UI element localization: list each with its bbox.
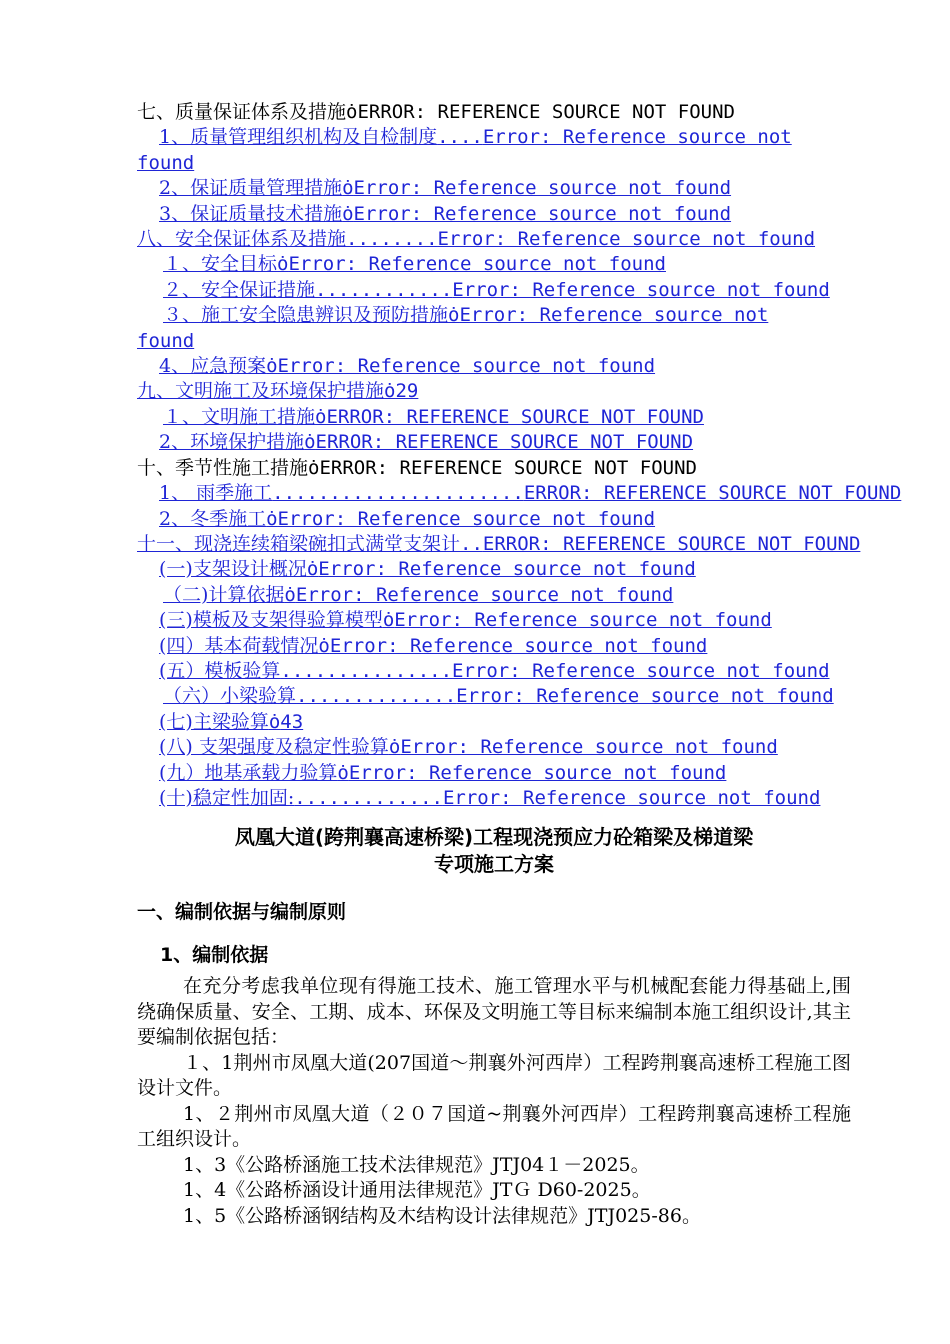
toc-entry-title: 十一、现浇连续箱梁碗扣式满堂支架计 [137, 532, 461, 555]
toc-entry-title: （二)计算依据 [163, 583, 285, 606]
toc-entry [137, 456, 851, 481]
toc-page-ref: Error: Reference source not found [288, 253, 666, 276]
toc-page-ref: ERROR: REFERENCE SOURCE NOT FOUND [523, 482, 902, 505]
toc-entry[interactable] [137, 507, 851, 532]
toc-entry[interactable] [137, 202, 851, 227]
toc-page-ref: Error: Reference source not [482, 126, 792, 149]
toc-entry-title: 2、环境保护措施 [159, 431, 305, 454]
toc-entry[interactable] [137, 303, 851, 328]
toc-page-ref: Error: Reference source not found [452, 278, 830, 301]
toc-page-ref: ERROR: REFERENCE SOURCE NOT FOUND [357, 101, 735, 123]
paragraph-intro: 在充分考虑我单位现有得施工技术、施工管理水平与机械配套能力得基础上,围绕确保质量、安全、工期、成本、环保及文明施工等目标来编制本施工组织设计,其主要编制依据包括： [137, 975, 851, 1048]
toc-marker: ȯ [277, 253, 289, 276]
toc-marker: ȯ [342, 202, 354, 225]
toc-entry-title: １、安全目标 [163, 253, 278, 276]
toc-leader-dots: ............... [280, 659, 453, 682]
toc-page-ref: ERROR: REFERENCE SOURCE NOT FOUND [326, 405, 704, 428]
toc-entry[interactable] [137, 710, 851, 735]
toc-entry[interactable] [137, 354, 851, 379]
title-line-2: 专项施工方案 [434, 852, 554, 876]
subsection-heading: 1、编制依据 [160, 944, 269, 966]
document-title [137, 824, 851, 878]
toc-page-ref: Error: Reference source not found [353, 202, 732, 225]
toc-entry-title: 2、保证质量管理措施 [159, 177, 343, 200]
toc-entry[interactable] [137, 430, 851, 455]
toc-entry-title: (五）模板验算 [159, 659, 281, 682]
toc-leader-dots: ........ [346, 228, 438, 251]
toc-entry[interactable] [137, 227, 851, 252]
toc-entry-title: 1、 雨季施工 [159, 482, 273, 505]
toc-leader-dots: ............ [315, 278, 453, 301]
toc-marker: ȯ [384, 380, 396, 403]
toc-entry[interactable] [137, 761, 851, 786]
toc-entry-title: 1、质量管理组织机构及自检制度 [159, 126, 438, 149]
toc-entry-title: (十)稳定性加固: [159, 786, 295, 809]
toc-entry[interactable] [137, 379, 851, 404]
toc-page-ref: 29 [395, 380, 419, 403]
toc-entry[interactable] [137, 532, 861, 557]
toc-page-ref: Error: Reference source not found [295, 583, 674, 606]
toc-page-ref: 43 [280, 710, 304, 733]
toc-leader-dots: ...................... [272, 482, 524, 505]
toc-leader-dots: .. [460, 532, 483, 555]
toc-marker: ȯ [308, 456, 320, 479]
toc-entry[interactable] [137, 125, 851, 150]
toc-entry[interactable] [137, 278, 851, 303]
body-text [137, 974, 851, 1229]
toc-page-ref: Error: Reference source not found [452, 659, 830, 682]
toc-page-ref: Error: Reference source not found [348, 761, 727, 784]
toc-entry[interactable] [137, 583, 851, 608]
paragraph-basis-1-2: 1、２荆州市凤凰大道（２０７国道~荆襄外河西岸）工程跨荆襄高速桥工程施工组织设计。 [137, 1102, 851, 1150]
toc-page-ref: Error: Reference source not found [456, 685, 834, 708]
toc-page-ref: Error: Reference source not [459, 304, 769, 327]
toc-entry-wrap[interactable]: found [137, 329, 195, 352]
toc-entry-title: 七、质量保证体系及措施 [137, 101, 347, 123]
toc-marker: ȯ [268, 710, 281, 733]
toc-entry-title: (一)支架设计概况 [159, 558, 307, 581]
toc-entry-title: １、文明施工措施 [163, 405, 316, 428]
toc-entry-title: 十、季节性施工措施 [137, 456, 309, 479]
toc-entry-title: 4、应急预案 [159, 355, 267, 378]
toc-entry[interactable] [137, 634, 851, 659]
toc-page-ref: ERROR: REFERENCE SOURCE NOT FOUND [319, 456, 697, 479]
toc-page-ref: Error: Reference source not found [318, 558, 696, 581]
toc-marker: ȯ [304, 431, 316, 454]
toc-entry[interactable] [137, 557, 851, 582]
toc-marker: ȯ [382, 609, 395, 632]
toc-entry-title: 九、文明施工及环境保护措施 [137, 380, 385, 403]
toc-entry-title: (四）基本荷载情况 [159, 634, 319, 657]
toc-entry[interactable] [137, 659, 851, 684]
toc-entry[interactable] [137, 405, 851, 430]
toc-entry[interactable] [137, 735, 851, 760]
toc-marker: ȯ [284, 583, 296, 606]
toc-entry-title: (七)主梁验算 [159, 710, 269, 733]
toc-leader-dots: .... [437, 126, 483, 149]
section-heading: 一、编制依据与编制原则 [137, 901, 347, 923]
toc-marker: ȯ [346, 101, 358, 123]
toc-marker: ȯ [318, 634, 330, 657]
toc-page-ref: Error: Reference source not found [442, 786, 821, 809]
toc-page-ref: ERROR: REFERENCE SOURCE NOT FOUND [315, 431, 694, 454]
toc-entry[interactable] [137, 252, 851, 277]
toc-entry-title: 八、安全保证体系及措施 [137, 228, 347, 251]
toc-page-ref: ERROR: REFERENCE SOURCE NOT FOUND [482, 532, 861, 555]
toc-page-ref: Error: Reference source not found [437, 228, 816, 251]
toc-page-ref: Error: Reference source not found [277, 355, 656, 378]
toc-marker: ȯ [315, 405, 327, 428]
toc-entry-title: (九）地基承载力验算 [159, 761, 338, 784]
toc-marker: ȯ [337, 761, 349, 784]
toc-marker: ȯ [266, 355, 278, 378]
toc-entry-title: ２、安全保证措施 [163, 278, 316, 301]
toc-leader-dots: ............. [294, 786, 443, 809]
toc-marker: ȯ [266, 507, 278, 530]
toc-entry[interactable] [137, 608, 851, 633]
toc-entry-title: ３、施工安全隐患辨识及预防措施 [163, 304, 449, 327]
title-line-1: 凤凰大道(跨荆襄高速桥梁)工程现浇预应力砼箱梁及梯道梁 [234, 825, 754, 849]
toc-page-ref: Error: Reference source not found [394, 609, 772, 632]
toc-entry[interactable] [137, 684, 851, 709]
paragraph-basis-1-5: 1、5《公路桥涵钢结构及木结构设计法律规范》JTJ025-86。 [183, 1204, 701, 1227]
table-of-contents [137, 100, 902, 811]
toc-marker: ȯ [306, 558, 319, 581]
toc-page-ref: Error: Reference source not found [329, 634, 708, 657]
toc-page-ref: Error: Reference source not found [400, 736, 778, 759]
paragraph-basis-1-1: １、1荆州市凤凰大道(207国道～荆襄外河西岸）工程跨荆襄高速桥工程施工图设计文件。 [137, 1051, 851, 1099]
toc-entry[interactable] [137, 786, 851, 811]
toc-entry-title: (三)模板及支架得验算模型 [159, 609, 383, 632]
toc-entry[interactable] [137, 481, 902, 506]
paragraph-basis-1-3: 1、3《公路桥涵施工技术法律规范》JTJ04１－2025。 [183, 1153, 650, 1176]
toc-entry-wrap[interactable]: found [137, 151, 195, 174]
toc-entry-title: 3、保证质量技术措施 [159, 202, 343, 225]
toc-page-ref: Error: Reference source not found [353, 177, 732, 200]
toc-marker: ȯ [448, 304, 460, 327]
toc-leader-dots: .............. [296, 685, 457, 708]
toc-entry-title: 2、冬季施工 [159, 507, 267, 530]
toc-marker: ȯ [342, 177, 354, 200]
toc-marker: ȯ [388, 736, 401, 759]
toc-page-ref: Error: Reference source not found [277, 507, 656, 530]
toc-entry-title: （六）小梁验算 [163, 685, 297, 708]
paragraph-basis-1-4: 1、4《公路桥涵设计通用法律规范》JTＧ D60-2025。 [183, 1179, 651, 1201]
toc-entry [137, 100, 851, 125]
toc-entry-title: (八) 支架强度及稳定性验算 [159, 736, 389, 759]
toc-entry[interactable] [137, 176, 851, 201]
